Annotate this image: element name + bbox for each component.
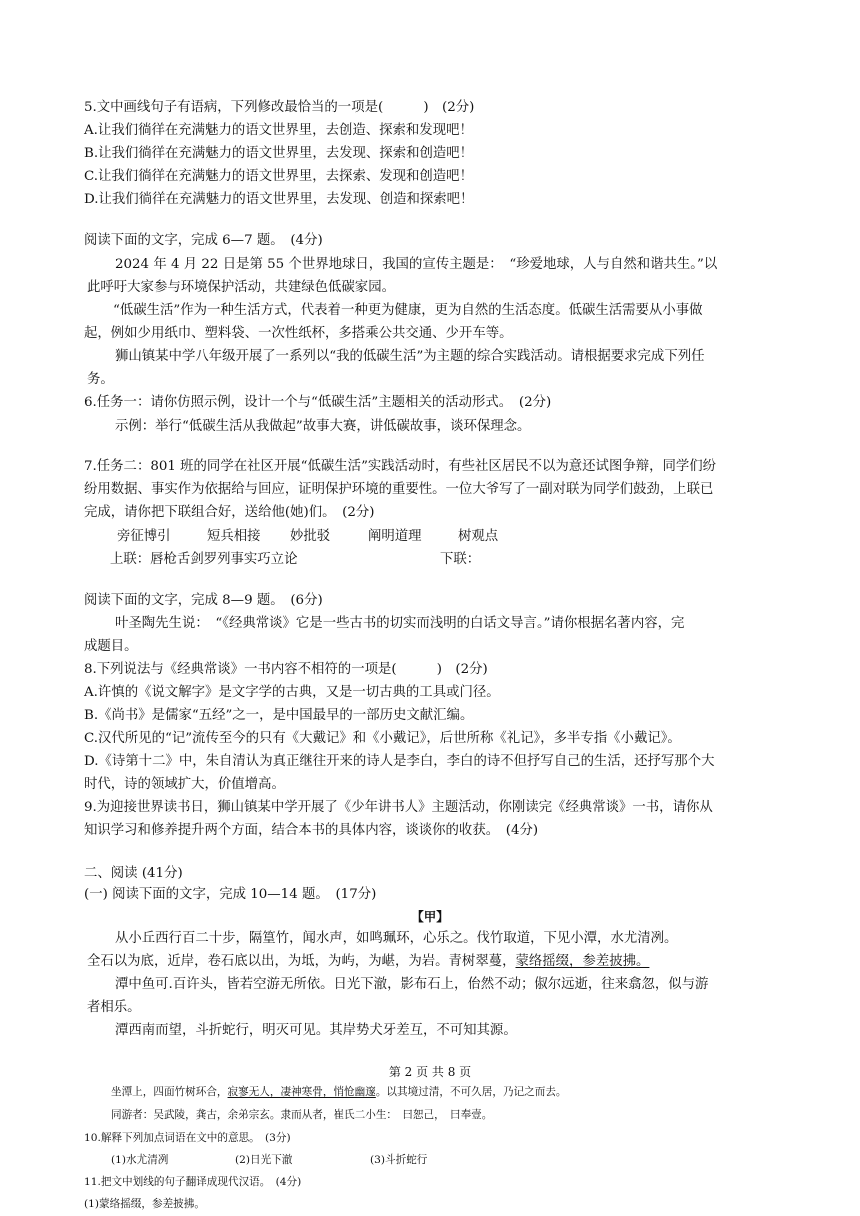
passage-paragraph-2-cont: 者相乐。 [87, 1000, 141, 1015]
q9-stem-line-2: 知识学习和修养提升两个方面，结合本书的具体内容，谈谈你的收获。 (4分) [84, 823, 539, 838]
reading-8-9-intro: 阅读下面的文字，完成 8—9 题。 (6分) [84, 593, 323, 608]
q9-stem-line-1: 9.为迎接世界读书日，狮山镇某中学开展了《少年讲书人》主题活动，你刚读完《经典常谈》一书，请你从 [84, 800, 713, 815]
passage-paragraph-2: 潭中鱼可.百许头，皆若空游无所依。日光下澈，影布石上，佁然不动；俶尔远逝，往来翕忽，似与游 [115, 977, 709, 992]
passage-text: 全石以为底，近岸，卷石底以出，为坻，为屿，为嵁，为岩。青树翠蔓， [87, 954, 516, 969]
q5-stem: 5.文中画线句子有语病，下列修改最恰当的一项是( ) (2分) [84, 100, 475, 115]
reading-6-7-paragraph-3-cont: 务。 [87, 372, 114, 387]
q5-option-a: A.让我们徜徉在充满魅力的语文世界里，去创造、探索和发现吧！ [84, 123, 473, 138]
passage-paragraph-4 [111, 1085, 567, 1099]
q10-stem: 10.解释下列加点词语在文中的意思。 (3分) [84, 1132, 291, 1144]
q7-upper-couplet: 上联：唇枪舌剑罗列事实巧立论 [110, 552, 298, 567]
passage-text: 坐潭上，四面竹树环合， [111, 1086, 228, 1098]
page-number-footer: 第 2 页 共 8 页 [388, 1065, 472, 1079]
q8-option-a: A.许慎的《说文解字》是文字学的古典，又是一切古典的工具或门径。 [84, 685, 500, 700]
q8-option-d-cont: 时代，诗的领域扩大，价值增高。 [84, 777, 285, 792]
passage-paragraph-1-cont [87, 953, 649, 971]
reading-6-7-paragraph-2: “低碳生活”作为一种生活方式，代表着一种更为健康，更为自然的生活态度。低碳生活需要从小事做 [113, 303, 703, 318]
passage-paragraph-3: 潭西南而望，斗折蛇行，明灭可见。其岸势犬牙差互，不可知其源。 [115, 1023, 517, 1038]
q7-word-3: 妙批驳 [290, 529, 331, 544]
q7-word-5: 树观点 [458, 529, 499, 544]
q7-stem-line-3: 完成，请你把下联组合好，送给他(她)们。 (2分) [84, 505, 375, 520]
section-2-title: 二、阅读 (41分) [84, 866, 183, 881]
q5-option-b: B.让我们徜徉在充满魅力的语文世界里，去发现、探索和创造吧！ [84, 146, 474, 161]
q6-stem: 6.任务一：请你仿照示例，设计一个与“低碳生活”主题相关的活动形式。 (2分) [84, 395, 552, 410]
reading-6-7-paragraph-2-cont: 起，例如少用纸巾、塑料袋、一次性纸杯，多搭乘公共交通、少开车等。 [84, 326, 513, 341]
q10-item-3: (3)斗折蛇行 [370, 1154, 428, 1166]
q7-stem-line-1: 7.任务二：801 班的同学在社区开展“低碳生活”实践活动时，有些社区居民不以为意还试图争辩，同学们纷 [84, 459, 717, 474]
q11-item-1: (1)蒙络摇缀，参差披拂。 [84, 1198, 205, 1210]
passage-text: 。以其境过清，不可久居，乃记之而去。 [375, 1086, 567, 1098]
passage-jia-marker: 【甲】 [411, 909, 449, 924]
q7-lower-couplet-label: 下联： [440, 552, 481, 567]
q11-stem: 11.把文中划线的句子翻译成现代汉语。 (4分) [84, 1176, 302, 1188]
q8-option-d: D.《诗第十二》中，朱自清认为真正继往开来的诗人是李白，李白的诗不但抒写自己的生活，还抒写那个大 [84, 754, 715, 769]
q7-word-4: 阐明道理 [368, 529, 422, 544]
q7-stem-line-2: 纷用数据、事实作为依据给与回应，证明保护环境的重要性。一位大爷写了一副对联为同学们鼓劲，上联已 [84, 482, 714, 497]
q8-stem: 8.下列说法与《经典常谈》一书内容不相符的一项是( ) (2分) [84, 662, 488, 677]
q10-item-1: (1)水尤清冽 [111, 1154, 169, 1166]
q6-example: 示例：举行“低碳生活从我做起”故事大赛，讲低碳故事，谈环保理念。 [115, 419, 531, 434]
q8-option-c: C.汉代所见的“记”流传至今的只有《大戴记》和《小戴记》，后世所称《礼记》，多半专指《小戴记》。 [84, 731, 681, 746]
q5-option-c: C.让我们徜徉在充满魅力的语文世界里，去探索、发现和创造吧！ [84, 169, 473, 184]
reading-8-9-quote: 叶圣陶先生说： “《经典常谈》它是一些古书的切实而浅明的白话文导言。”请你根据名著内容，完 [115, 616, 685, 631]
reading-6-7-paragraph-1: 2024 年 4 月 22 日是第 55 个世界地球日，我国的宣传主题是： “珍爱地球，人与自然和谐共生。”以 [115, 257, 718, 272]
q5-option-d: D.让我们徜徉在充满魅力的语文世界里，去发现、创造和探索吧！ [84, 192, 474, 207]
reading-6-7-paragraph-1-cont: 此呼吁大家参与环境保护活动，共建绿色低碳家园。 [87, 280, 395, 295]
reading-8-9-quote-cont: 成题目。 [84, 639, 138, 654]
q7-word-1: 旁征博引 [117, 529, 171, 544]
underlined-sentence: 蒙络摇缀，参差披拂。 [515, 954, 650, 969]
q7-word-2: 短兵相接 [207, 529, 261, 544]
reading-6-7-paragraph-3: 狮山镇某中学八年级开展了一系列以“我的低碳生活”为主题的综合实践活动。请根据要求完成下列任 [115, 349, 705, 364]
passage-paragraph-5: 同游者：吴武陵，龚古，余弟宗玄。隶而从者，崔氏二小生： 曰恕己， 曰奉壹。 [111, 1109, 493, 1121]
q10-item-2: (2)日光下澈 [235, 1154, 293, 1166]
underlined-sentence: 寂寥无人，凄神寒骨，悄怆幽邃 [227, 1086, 376, 1098]
q8-option-b: B.《尚书》是儒家“五经”之一，是中国最早的一部历史文献汇编。 [84, 708, 474, 723]
section-2-subtitle: (一) 阅读下面的文字，完成 10—14 题。 (17分) [84, 887, 377, 902]
reading-6-7-intro: 阅读下面的文字，完成 6—7 题。 (4分) [84, 233, 323, 248]
passage-paragraph-1: 从小丘西行百二十步，隔篁竹，闻水声，如鸣珮环，心乐之。伐竹取道，下见小潭，水尤清冽。 [115, 931, 678, 946]
